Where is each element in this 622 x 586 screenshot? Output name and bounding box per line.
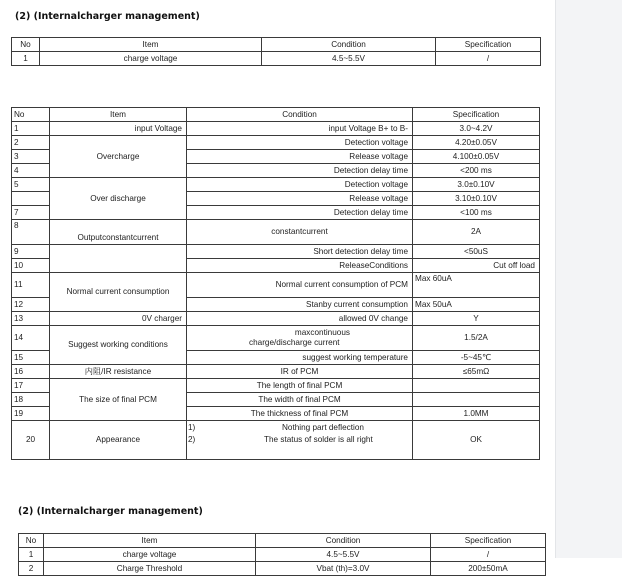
row-spec: Y [413, 312, 540, 326]
table-row [12, 245, 540, 259]
row-spec: 3.0±0.10V [413, 178, 540, 192]
row-condition: Short detection delay time [187, 245, 413, 259]
table-row [12, 421, 540, 460]
row-condition: Detection voltage [187, 178, 413, 192]
row-no: 7 [12, 206, 50, 220]
table-header-row [12, 38, 541, 52]
header-spec: Specification [431, 534, 546, 548]
row-no: 3 [12, 150, 50, 164]
row-item: Over discharge [50, 178, 187, 220]
row-condition: The thickness of final PCM [187, 407, 413, 421]
row-spec: Max 60uA [413, 273, 540, 298]
section1-heading: (2) (Internalcharger management) [15, 11, 200, 22]
row-no: 12 [12, 298, 50, 312]
row-no: 1 [19, 548, 44, 562]
row-no: 1 [12, 52, 40, 66]
header-no: No [12, 108, 50, 122]
row-spec [413, 379, 540, 393]
list-marker: 2) [188, 435, 196, 444]
row-item: charge voltage [44, 548, 256, 562]
row-condition [187, 326, 413, 351]
condition-line: maxcontinuous [294, 328, 350, 337]
row-spec: 3.0~4.2V [413, 122, 540, 136]
row-no: 9 [12, 245, 50, 259]
row-condition [187, 421, 413, 460]
table-row [12, 326, 540, 351]
row-no: 2 [12, 136, 50, 150]
row-spec [413, 393, 540, 407]
row-item: Suggest working conditions [50, 326, 187, 365]
row-condition: Detection delay time [187, 206, 413, 220]
row-item: input Voltage [50, 122, 187, 136]
row-no [12, 192, 50, 206]
row-condition: Release voltage [187, 150, 413, 164]
row-spec: <100 ms [413, 206, 540, 220]
table-row [12, 136, 540, 150]
side-panel [555, 0, 622, 558]
row-spec: 2A [413, 220, 540, 245]
row-no: 20 [12, 421, 50, 460]
row-no: 13 [12, 312, 50, 326]
row-condition: Vbat (th)=3.0V [256, 562, 431, 576]
row-spec: / [431, 548, 546, 562]
row-item: 0V charger [50, 312, 187, 326]
row-spec: 4.100±0.05V [413, 150, 540, 164]
row-item: Normal current consumption [50, 273, 187, 312]
row-spec: Max 50uA [413, 298, 540, 312]
table-row [19, 562, 546, 576]
row-item: charge voltage [40, 52, 262, 66]
row-item: Outputconstantcurrent [50, 220, 187, 245]
row-condition: Release voltage [187, 192, 413, 206]
row-item-empty [50, 245, 187, 273]
row-condition: IR of PCM [187, 365, 413, 379]
charger-table-2 [18, 533, 546, 576]
row-no: 5 [12, 178, 50, 192]
row-no: 10 [12, 259, 50, 273]
condition-line: charge/discharge current [249, 338, 340, 347]
row-spec: 200±50mA [431, 562, 546, 576]
table-row [12, 273, 540, 298]
row-no: 19 [12, 407, 50, 421]
list-marker: 1) [188, 423, 196, 432]
row-spec: 1.5/2A [413, 326, 540, 351]
row-no: 2 [19, 562, 44, 576]
row-no: 14 [12, 326, 50, 351]
row-condition: suggest working temperature [187, 351, 413, 365]
row-item: 内阻/IR resistance [50, 365, 187, 379]
header-condition: Condition [256, 534, 431, 548]
row-item: The size of final PCM [50, 379, 187, 421]
row-condition: 4.5~5.5V [256, 548, 431, 562]
header-item: Item [44, 534, 256, 548]
pcm-spec-table [11, 107, 540, 460]
row-spec: 1.0MM [413, 407, 540, 421]
table-row [12, 178, 540, 192]
row-spec: 3.10±0.10V [413, 192, 540, 206]
row-no: 17 [12, 379, 50, 393]
row-condition: The length of final PCM [187, 379, 413, 393]
row-item: Overcharge [50, 136, 187, 178]
table-row [12, 365, 540, 379]
row-condition: Normal current consumption of PCM [187, 273, 413, 298]
row-condition: Stanby current consumption [187, 298, 413, 312]
charger-table-1 [11, 37, 541, 66]
row-spec: 4.20±0.05V [413, 136, 540, 150]
row-spec: ≤65mΩ [413, 365, 540, 379]
row-no: 4 [12, 164, 50, 178]
row-spec: <50uS [413, 245, 540, 259]
row-spec: Cut off load [413, 259, 540, 273]
header-spec: Specification [436, 38, 541, 52]
row-condition: 4.5~5.5V [262, 52, 436, 66]
row-spec: <200 ms [413, 164, 540, 178]
condition-line: Nothing part deflection [282, 423, 364, 432]
row-condition: The width of final PCM [187, 393, 413, 407]
row-spec: OK [413, 421, 540, 460]
condition-line: The status of solder is all right [264, 435, 373, 444]
row-condition: Detection voltage [187, 136, 413, 150]
row-condition: ReleaseConditions [187, 259, 413, 273]
row-condition: input Voltage B+ to B- [187, 122, 413, 136]
section2-heading: (2) (Internalcharger management) [18, 506, 203, 517]
row-item: Appearance [50, 421, 187, 460]
row-no: 16 [12, 365, 50, 379]
row-condition: allowed 0V change [187, 312, 413, 326]
header-spec: Specification [413, 108, 540, 122]
row-no: 18 [12, 393, 50, 407]
table-header-row [12, 108, 540, 122]
table-row [12, 312, 540, 326]
row-no: 8 [12, 220, 50, 245]
row-item: Charge Threshold [44, 562, 256, 576]
header-item: Item [50, 108, 187, 122]
table-row [12, 220, 540, 245]
table-row [12, 379, 540, 393]
header-no: No [19, 534, 44, 548]
header-condition: Condition [262, 38, 436, 52]
row-no: 11 [12, 273, 50, 298]
table-row [12, 52, 541, 66]
row-no: 15 [12, 351, 50, 365]
row-condition: constantcurrent [187, 220, 413, 245]
table-header-row [19, 534, 546, 548]
header-condition: Condition [187, 108, 413, 122]
table-row [19, 548, 546, 562]
table-row [12, 122, 540, 136]
row-spec: / [436, 52, 541, 66]
row-no: 1 [12, 122, 50, 136]
row-spec: -5~45℃ [413, 351, 540, 365]
header-item: Item [40, 38, 262, 52]
row-condition: Detection delay time [187, 164, 413, 178]
header-no: No [12, 38, 40, 52]
